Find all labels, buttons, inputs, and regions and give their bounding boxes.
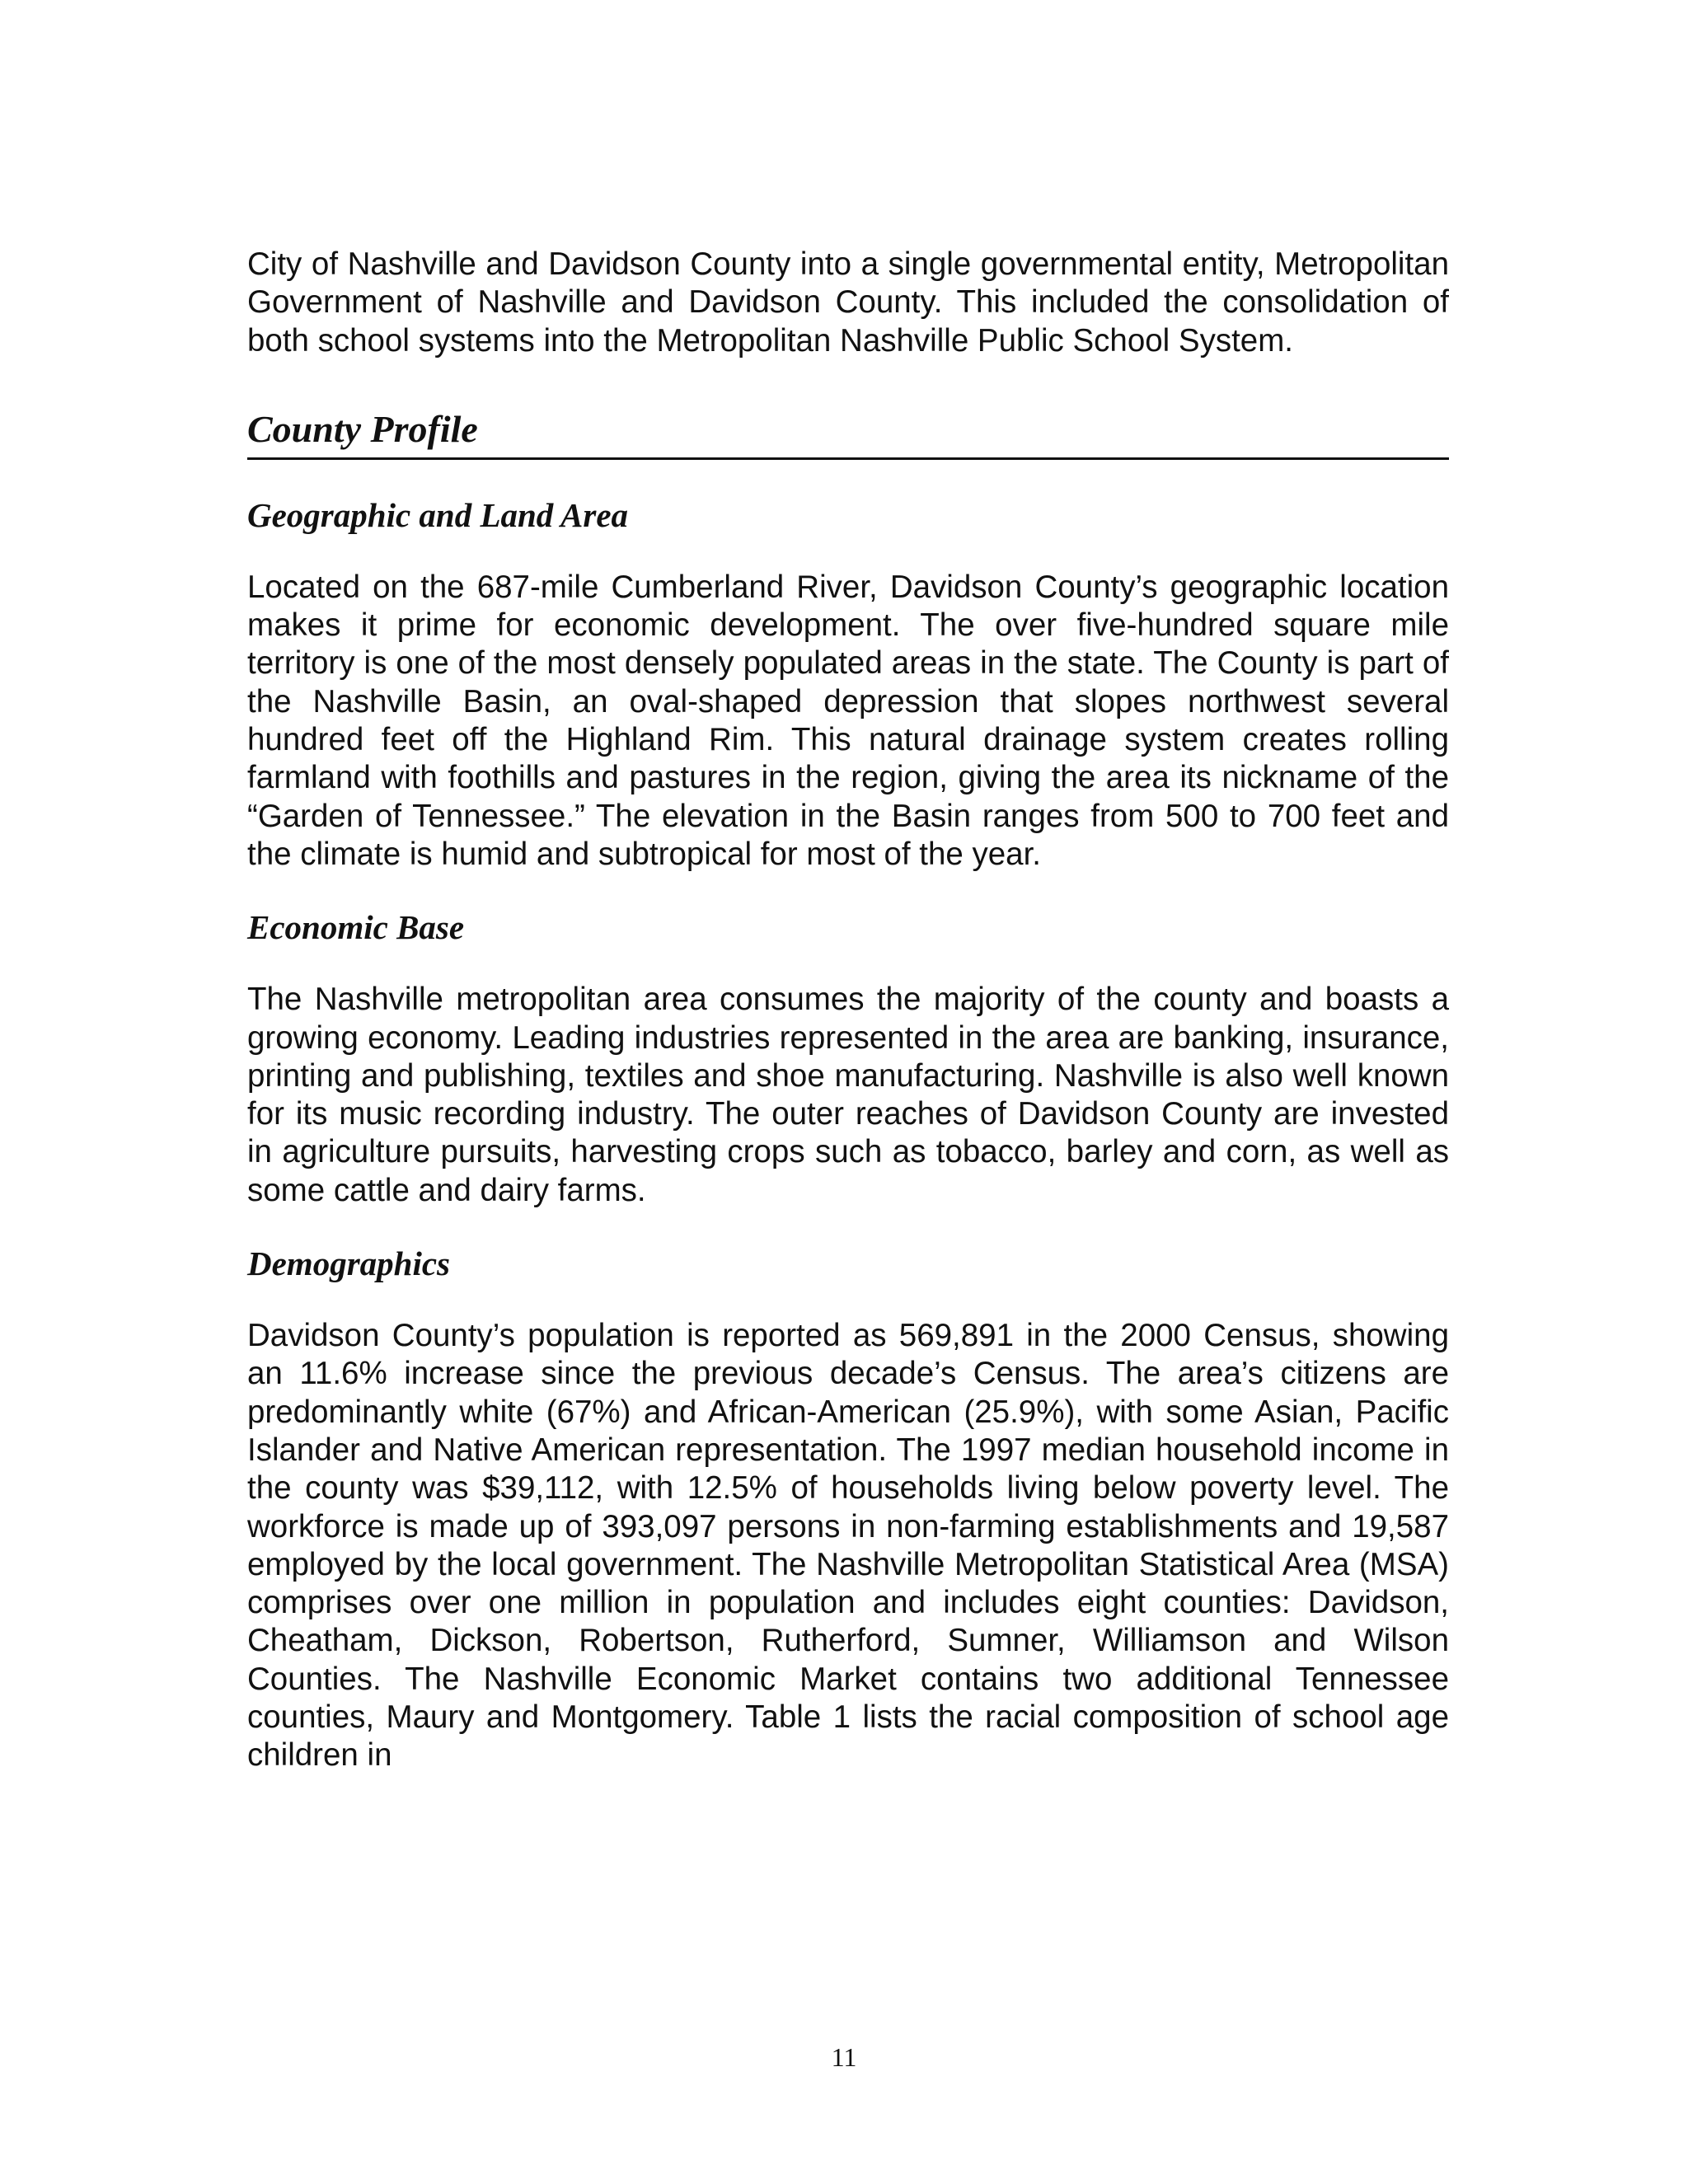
economic-paragraph: The Nashville metropolitan area consumes the majority of the county and boasts a growing economy. Leading industries represented in the area are banking, insurance, printing and publishing, textiles and shoe manufacturing. Nashville is also well known for its music recording industry. The outer reaches of Davidson County are invested in agriculture pursuits, harvesting crops such as tobacco, barley and corn, as well as some cattle and dairy farms. bbox=[247, 982, 1449, 1208]
subheading-geographic: Geographic and Land Area bbox=[247, 495, 629, 534]
subheading-demographics: Demographics bbox=[247, 1244, 450, 1283]
demographics-paragraph: Davidson County’s population is reported as 569,891 in the 2000 Census, showing an 11.6% increase since the previous decade’s Census. The area’s citizens are predominantly white (67%) and African-American (25.9%), with some Asian, Pacific Islander and Native American representation. The 1997 median household income in the county was $39,112, with 12.5% of households living below poverty level. The workforce is made up of 393,097 persons in non-farming establishments and 19,587 employed by the local government. The Nashville Metropolitan Statistical Area (MSA) comprises over one million in population and includes eight counties: Davidson, Cheatham, Dickson, Robertson, Rutherford, Sumner, Williamson and Wilson Counties. The Nashville Economic Market contains two additional Tennessee counties, Maury and Montgomery. Table 1 lists the racial composition of school age children in bbox=[247, 1318, 1449, 1774]
subheading-economic: Economic Base bbox=[247, 908, 465, 947]
intro-paragraph: City of Nashville and Davidson County into a single governmental entity, Metropolitan Government of Nashville and Davidson County. This included the consolidation of both school systems into the Metropolitan Nashville Public School System. bbox=[247, 246, 1449, 359]
section-title-county-profile: County Profile bbox=[247, 406, 1449, 460]
document-page bbox=[247, 246, 1449, 1775]
geographic-paragraph: Located on the 687-mile Cumberland River, Davidson County’s geographic location makes it prime for economic development. The over five-hundred square mile territory is one of the most densely populated areas in the state. The County is part of the Nashville Basin, an oval-shaped depression that slopes northwest several hundred feet off the Highland Rim. This natural drainage system creates rolling farmland with foothills and pastures in the region, giving the area its nickname of the “Garden of Tennessee.” The elevation in the Basin ranges from 500 to 700 feet and the climate is humid and subtropical for most of the year. bbox=[247, 569, 1449, 872]
page-number: 11 bbox=[831, 2042, 857, 2072]
